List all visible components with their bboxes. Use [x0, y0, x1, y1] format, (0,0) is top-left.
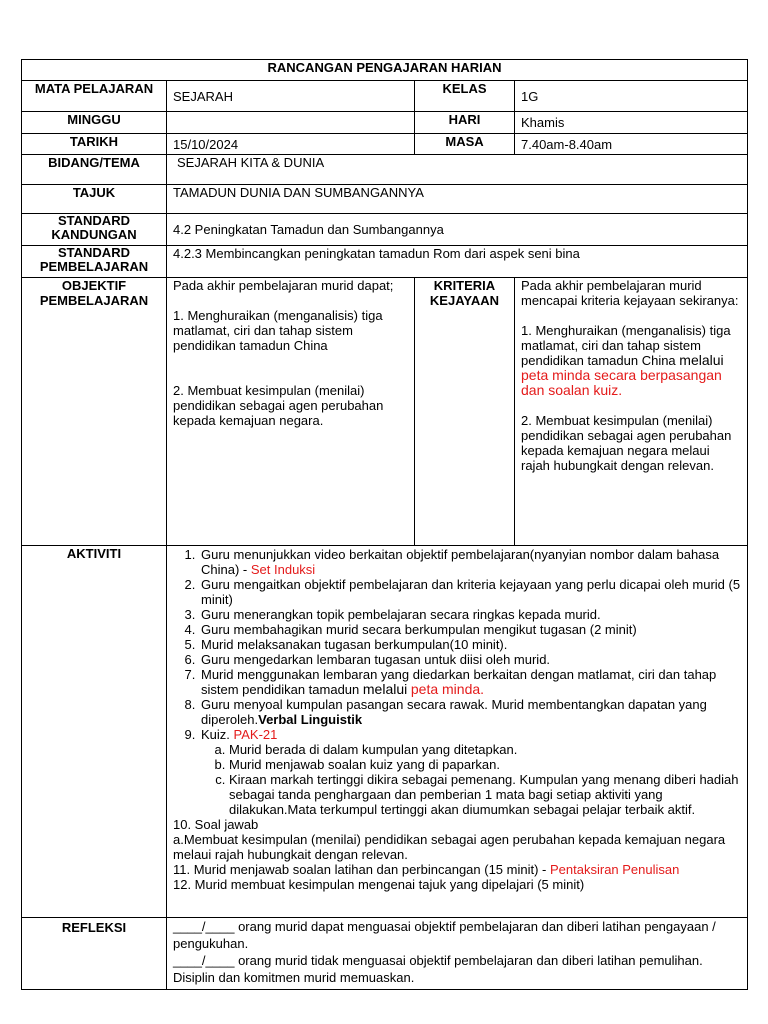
standard-pembelajaran-label: STANDARD PEMBELAJARAN — [22, 246, 167, 278]
objektif-cell — [167, 278, 415, 546]
aktiviti-7-text: Murid menggunakan lembaran yang diedarkan berkaitan dengan matlamat, ciri dan tahap sistem pendidikan tamadun — [201, 667, 717, 697]
hari-label: HARI — [415, 112, 515, 134]
aktiviti-11-text: 11. Murid menjawab soalan latihan dan perbincangan (15 minit) - — [173, 862, 547, 877]
lesson-plan-table — [21, 59, 748, 990]
mata-pelajaran-value: SEJARAH — [167, 81, 415, 112]
aktiviti-item — [199, 547, 741, 577]
kuiz-item: b. Murid menjawab soalan kuiz yang di paparkan. — [229, 757, 741, 772]
refleksi-label: REFLEKSI — [22, 918, 167, 990]
aktiviti-cell — [167, 546, 748, 918]
aktiviti-item — [199, 697, 741, 727]
kriteria-item-1 — [521, 323, 741, 398]
aktiviti-9-text: Kuiz. — [201, 727, 230, 742]
aktiviti-10a: a.Membuat kesimpulan (menilai) pendidikan sebagai agen perubahan kepada kemajuan negara melaui rajah hubungkait dengan relevan. — [173, 832, 726, 862]
bidang-value: SEJARAH KITA & DUNIA — [167, 155, 748, 185]
aktiviti-11 — [173, 862, 741, 877]
kuiz-sublist — [201, 742, 741, 817]
tajuk-label: TAJUK — [22, 185, 167, 214]
verbal-linguistik-tag: Verbal Linguistik — [258, 712, 363, 727]
objektif-item-1: 1. Menghuraikan (menganalisis) tiga matlamat, ciri dan tahap sistem pendidikan tamadun China — [173, 308, 383, 353]
mata-pelajaran-label: MATA PELAJARAN — [22, 81, 167, 112]
pak21-tag: PAK-21 — [233, 727, 278, 742]
kriteria-item-1-text: 1. Menghuraikan (menganalisis) tiga matlamat, ciri dan tahap sistem pendidikan tamadun China — [521, 323, 731, 368]
aktiviti-item: 6. Guru mengedarkan lembaran tugasan untuk diisi oleh murid. — [199, 652, 741, 667]
refleksi-line-1: ____/____ orang murid dapat menguasai objektif pembelajaran dan diberi latihan pengayaan / pengukuhan. — [173, 919, 716, 951]
minggu-value — [167, 112, 415, 134]
kriteria-item-1-highlight: peta minda secara berpasangan dan soalan kuiz. — [521, 367, 722, 398]
aktiviti-7-melalui: melalui — [362, 681, 408, 697]
aktiviti-label: AKTIVITI — [22, 546, 167, 918]
standard-pembelajaran-value: 4.2.3 Membincangkan peningkatan tamadun Rom dari aspek seni bina — [167, 246, 748, 278]
pentaksiran-tag: Pentaksiran Penulisan — [550, 862, 680, 877]
kuiz-item: a. Murid berada di dalam kumpulan yang ditetapkan. — [229, 742, 741, 757]
page-title: RANCANGAN PENGAJARAN HARIAN — [22, 60, 748, 81]
objektif-item-2: 2. Membuat kesimpulan (menilai) pendidikan sebagai agen perubahan kepada kemajuan negara. — [173, 383, 384, 428]
bidang-label: BIDANG/TEMA — [22, 155, 167, 185]
aktiviti-8-text: Guru menyoal kumpulan pasangan secara rawak. Murid membentangkan dapatan yang diperoleh. — [201, 697, 707, 727]
aktiviti-1-text: Guru menunjukkan video berkaitan objektif pembelajaran(nyanyian nombor dalam bahasa China) - — [201, 547, 720, 577]
aktiviti-12: 12. Murid membuat kesimpulan mengenai tajuk yang dipelajari (5 minit) — [173, 877, 585, 892]
aktiviti-10: 10. Soal jawab — [173, 817, 259, 832]
refleksi-cell — [167, 918, 748, 990]
standard-kandungan-label: STANDARD KANDUNGAN — [22, 214, 167, 246]
set-induksi-tag: Set Induksi — [250, 562, 316, 577]
kriteria-cell — [515, 278, 748, 546]
hari-value: Khamis — [515, 112, 748, 134]
kriteria-intro: Pada akhir pembelajaran murid mencapai kriteria kejayaan sekiranya: — [521, 278, 739, 308]
aktiviti-item: 3. Guru menerangkan topik pembelajaran secara ringkas kepada murid. — [199, 607, 741, 622]
kriteria-item-1-melalui: melalui — [679, 352, 724, 368]
kuiz-item: c. Kiraan markah tertinggi dikira sebagai pemenang. Kumpulan yang menang diberi hadiah sebagai tanda penghargaan dan pemberian 1 mata bagi setiap aktiviti yang dilakukan.Mata terkumpul tertinggi akan diumumkan sebagai pelajar terbaik aktif. — [229, 772, 741, 817]
tarikh-label: TARIKH — [22, 134, 167, 155]
minggu-label: MINGGU — [22, 112, 167, 134]
masa-label: MASA — [415, 134, 515, 155]
standard-kandungan-value: 4.2 Peningkatan Tamadun dan Sumbangannya — [167, 214, 748, 246]
aktiviti-item: 4. Guru membahagikan murid secara berkumpulan mengikut tugasan (2 minit) — [199, 622, 741, 637]
tarikh-value: 15/10/2024 — [167, 134, 415, 155]
kelas-label: KELAS — [415, 81, 515, 112]
aktiviti-item: 5. Murid melaksanakan tugasan berkumpulan(10 minit). — [199, 637, 741, 652]
kelas-value: 1G — [515, 81, 748, 112]
masa-value: 7.40am-8.40am — [515, 134, 748, 155]
refleksi-line-2: ____/____ orang murid tidak menguasai objektif pembelajaran dan diberi latihan pemulihan. Disiplin dan komitmen murid memuaskan. — [173, 953, 703, 985]
aktiviti-item — [199, 727, 741, 817]
tajuk-value: TAMADUN DUNIA DAN SUMBANGANNYA — [167, 185, 748, 214]
aktiviti-list — [173, 547, 741, 817]
objektif-label: OBJEKTIF PEMBELAJARAN — [22, 278, 167, 546]
kriteria-item-2: 2. Membuat kesimpulan (menilai) pendidikan sebagai agen perubahan kepada kemajuan negara melaui rajah hubungkait dengan relevan. — [521, 413, 732, 473]
aktiviti-item: 2. Guru mengaitkan objektif pembelajaran dan kriteria kejayaan yang perlu dicapai oleh murid (5 minit) — [199, 577, 741, 607]
kriteria-label: KRITERIA KEJAYAAN — [415, 278, 515, 546]
aktiviti-item — [199, 667, 741, 697]
peta-minda-tag: peta minda. — [410, 681, 485, 697]
objektif-intro: Pada akhir pembelajaran murid dapat; — [173, 278, 394, 293]
